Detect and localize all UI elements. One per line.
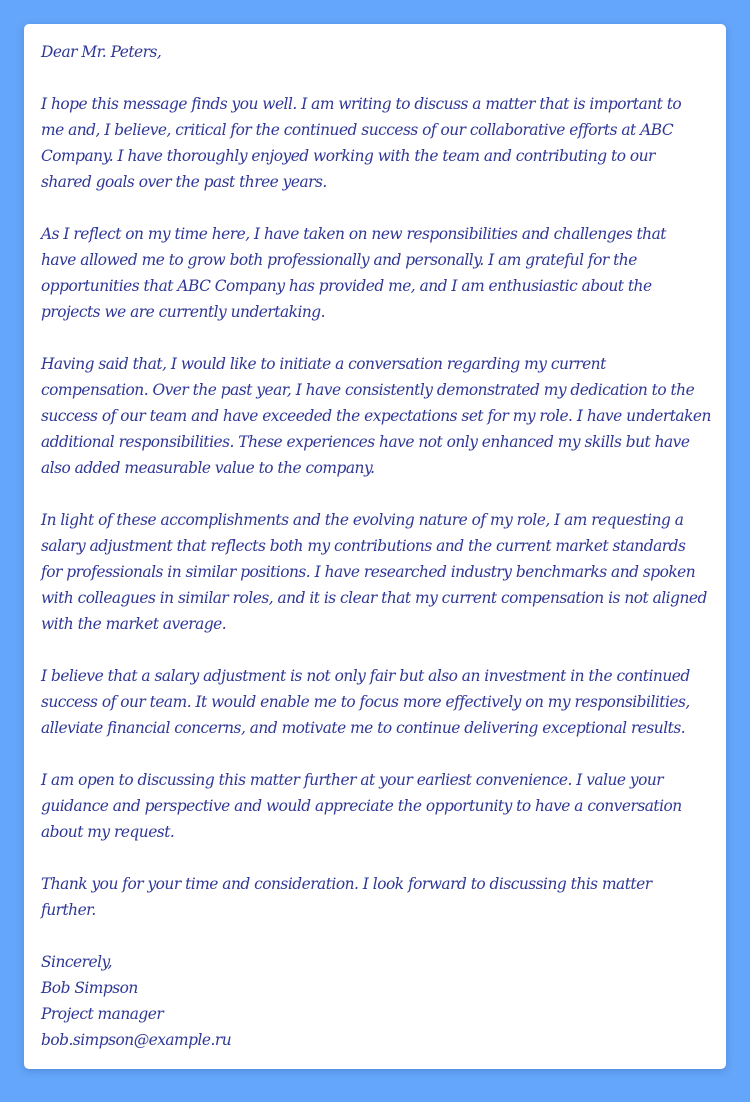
paragraph-line: I hope this message finds you well. I am writing to discuss a matter that is important to xyxy=(41,95,682,113)
paragraph-line: Company. I have thoroughly enjoyed working with the team and contributing to our xyxy=(41,147,655,165)
paragraph-line: me and, I believe, critical for the continued success of our collaborative efforts at ABC xyxy=(41,121,674,139)
paragraph-line: with colleagues in similar roles, and it is clear that my current compensation is not aligned xyxy=(41,589,707,607)
paragraph-line: about my request. xyxy=(41,823,175,841)
paragraph-line: success of our team. It would enable me to focus more effectively on my responsibilities, xyxy=(41,693,690,711)
letter-paragraph-7 xyxy=(41,871,714,923)
paragraph-line: I believe that a salary adjustment is not only fair but also an investment in the continued xyxy=(41,667,690,685)
letter-paragraph-2 xyxy=(41,221,714,325)
letter-body xyxy=(41,39,714,1053)
letter-paragraph-1 xyxy=(41,91,714,195)
letter-paragraph-4 xyxy=(41,507,714,637)
paragraph-line: guidance and perspective and would appreciate the opportunity to have a conversation xyxy=(41,797,682,815)
letter-paragraph-3 xyxy=(41,351,714,481)
letter-greeting: Dear Mr. Peters, xyxy=(41,43,162,61)
paragraph-line: salary adjustment that reflects both my contributions and the current market standards xyxy=(41,537,686,555)
paragraph-line: Thank you for your time and consideration. I look forward to discussing this matter xyxy=(41,875,652,893)
signature-name: Bob Simpson xyxy=(41,979,138,997)
paragraph-line: have allowed me to grow both professionally and personally. I am grateful for the xyxy=(41,251,637,269)
signature-email: bob.simpson@example.ru xyxy=(41,1031,232,1049)
paragraph-line: In light of these accomplishments and the evolving nature of my role, I am requesting a xyxy=(41,511,684,529)
paragraph-line: opportunities that ABC Company has provided me, and I am enthusiastic about the xyxy=(41,277,652,295)
paragraph-line: with the market average. xyxy=(41,615,227,633)
letter-card xyxy=(24,24,726,1069)
letter-paragraph-5 xyxy=(41,663,714,741)
letter-paragraph-6 xyxy=(41,767,714,845)
paragraph-line: alleviate financial concerns, and motivate me to continue delivering exceptional results. xyxy=(41,719,686,737)
paragraph-line: shared goals over the past three years. xyxy=(41,173,327,191)
signature-title: Project manager xyxy=(41,1005,164,1023)
paragraph-line: compensation. Over the past year, I have consistently demonstrated my dedication to the xyxy=(41,381,695,399)
paragraph-line: also added measurable value to the company. xyxy=(41,459,375,477)
paragraph-line: further. xyxy=(41,901,96,919)
paragraph-line: projects we are currently undertaking. xyxy=(41,303,326,321)
closing-line: Sincerely, xyxy=(41,953,113,971)
signature-block xyxy=(41,949,714,1053)
paragraph-line: Having said that, I would like to initiate a conversation regarding my current xyxy=(41,355,606,373)
paragraph-line: for professionals in similar positions. I have researched industry benchmarks and spoken xyxy=(41,563,696,581)
paragraph-line: additional responsibilities. These experiences have not only enhanced my skills but have xyxy=(41,433,690,451)
paragraph-line: I am open to discussing this matter further at your earliest convenience. I value your xyxy=(41,771,664,789)
paragraph-line: As I reflect on my time here, I have taken on new responsibilities and challenges that xyxy=(41,225,666,243)
paragraph-line: success of our team and have exceeded the expectations set for my role. I have undertaken xyxy=(41,407,711,425)
